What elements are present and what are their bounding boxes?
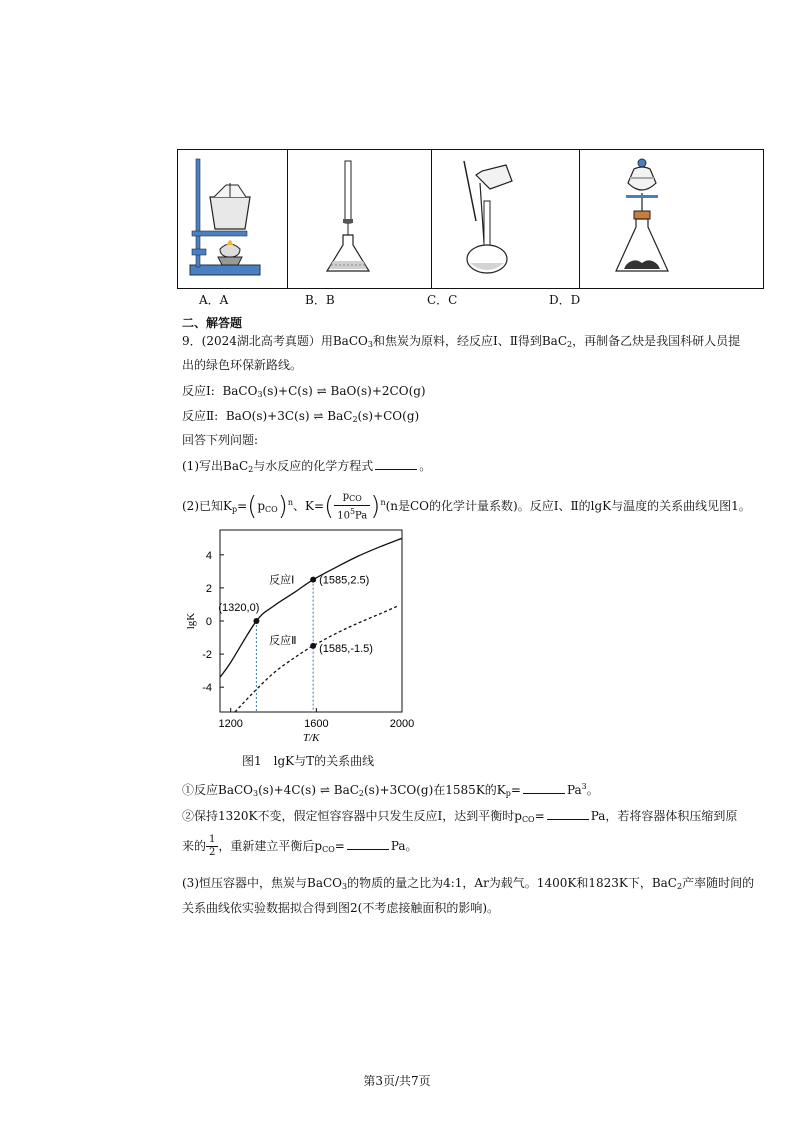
page-footer: 第3页/共7页 — [363, 1074, 431, 1088]
y-tick-label: -4 — [202, 682, 212, 695]
section-title: 二、解答题 — [182, 316, 243, 330]
curve-label-r2: 反应Ⅱ — [269, 634, 297, 647]
y-tick-label: -2 — [202, 649, 212, 662]
answer-blank[interactable] — [347, 838, 389, 850]
data-point-label: (1585,2.5) — [319, 574, 370, 587]
part-3-line1: (3)恒压容器中，焦炭与BaCO$_3$的物质的量之比为4:1，Ar为载气。1400K和1823K下，BaC$_2$产率随时间的 — [182, 876, 755, 891]
equilibrium-arrow-icon: ⇌ — [319, 783, 330, 797]
question-c1: ①反应BaCO$_3$(s)+4C(s) ⇌ BaC$_2$(s)+3CO(g)在1585K的$K_p= Pa^3$。 — [182, 782, 599, 798]
question-c2: ②保持1320K不变，假定恒容容器中只发生反应Ⅰ，达到平衡时$p_{CO}= Pa$，若将容器体积压缩到原 — [182, 809, 738, 824]
k-fraction: $\frac{p_{CO}}{10^5Pa}$ — [334, 491, 370, 522]
evaporation-setup-icon — [182, 153, 282, 283]
apparatus-table — [177, 149, 764, 289]
x-tick-label: 2000 — [389, 718, 415, 730]
answer-blank[interactable] — [547, 808, 589, 820]
lgk-temperature-chart — [180, 520, 430, 770]
option-c: C．C — [427, 293, 458, 307]
apparatus-b — [287, 150, 431, 289]
data-point — [253, 618, 259, 624]
apparatus-a — [178, 150, 288, 289]
option-a: A．A — [199, 293, 229, 307]
separatory-funnel-flask-icon — [612, 153, 732, 283]
data-point — [310, 643, 316, 649]
part-2: (2)已知$K_p=(p_{CO})^n$、K=( $\frac{p_{CO}}{10^5Pa}$ )$^n$(n是CO的化学计量系数)。反应Ⅰ、Ⅱ的lgK与温度的关系曲线见图1。 — [182, 490, 751, 522]
equilibrium-arrow-icon: ⇌ — [316, 384, 327, 398]
question-c3: 来的 $\frac{1}{2}$ ，重新建立平衡后$p_{CO}= Pa$。 — [182, 834, 418, 858]
reaction-2: 反应Ⅱ: BaO(s)+3C(s) ⇌ BaC$_2$(s)+CO(g) — [182, 409, 420, 424]
apparatus-c — [431, 150, 579, 289]
titration-flask-icon — [319, 153, 399, 283]
x-tick-label: 1200 — [218, 718, 243, 730]
reaction-1: 反应Ⅰ: BaCO$_3$(s)+C(s) ⇌ BaO(s)+2CO(g) — [182, 384, 426, 399]
q9-line1: 9．(2024湖北高考真题）用BaCO$_3$和焦炭为原料，经反应Ⅰ、Ⅱ得到BaC$_2$，再制备乙炔是我国科研人员提 — [182, 334, 741, 349]
volumetric-flask-icon — [450, 153, 560, 283]
data-point-label: (1585,-1.5) — [319, 642, 373, 655]
answer-blank[interactable] — [523, 782, 565, 794]
y-axis-label: lgK — [185, 612, 197, 630]
x-axis-label: T/K — [303, 732, 320, 744]
answer-blank[interactable] — [375, 458, 417, 470]
equilibrium-arrow-icon: ⇌ — [313, 409, 324, 423]
q9-line2: 出的绿色环保新路线。 — [182, 358, 303, 372]
x-tick-label: 1600 — [304, 718, 329, 730]
part-1: (1)写出BaC$_2$与水反应的化学方程式 。 — [182, 459, 432, 474]
curve-label-r1: 反应Ⅰ — [269, 574, 295, 587]
chart-title: 图1 lgK与T的关系曲线 — [242, 754, 375, 768]
data-point — [310, 577, 316, 583]
half-fraction: $\frac{1}{2}$ — [206, 834, 218, 859]
answer-intro: 回答下列问题: — [182, 433, 259, 447]
y-tick-label: 2 — [205, 582, 212, 595]
part-3-line2: 关系曲线依实验数据拟合得到图2(不考虑接触面积的影响)。 — [182, 901, 500, 915]
option-d: D．D — [549, 293, 581, 307]
series-line-2 — [235, 606, 398, 712]
plot-frame — [220, 530, 402, 712]
apparatus-d — [580, 150, 764, 289]
option-b: B．B — [305, 293, 335, 307]
y-tick-label: 0 — [205, 616, 212, 628]
y-tick-label: 4 — [205, 549, 212, 562]
data-point-label: (1320,0) — [218, 602, 260, 614]
